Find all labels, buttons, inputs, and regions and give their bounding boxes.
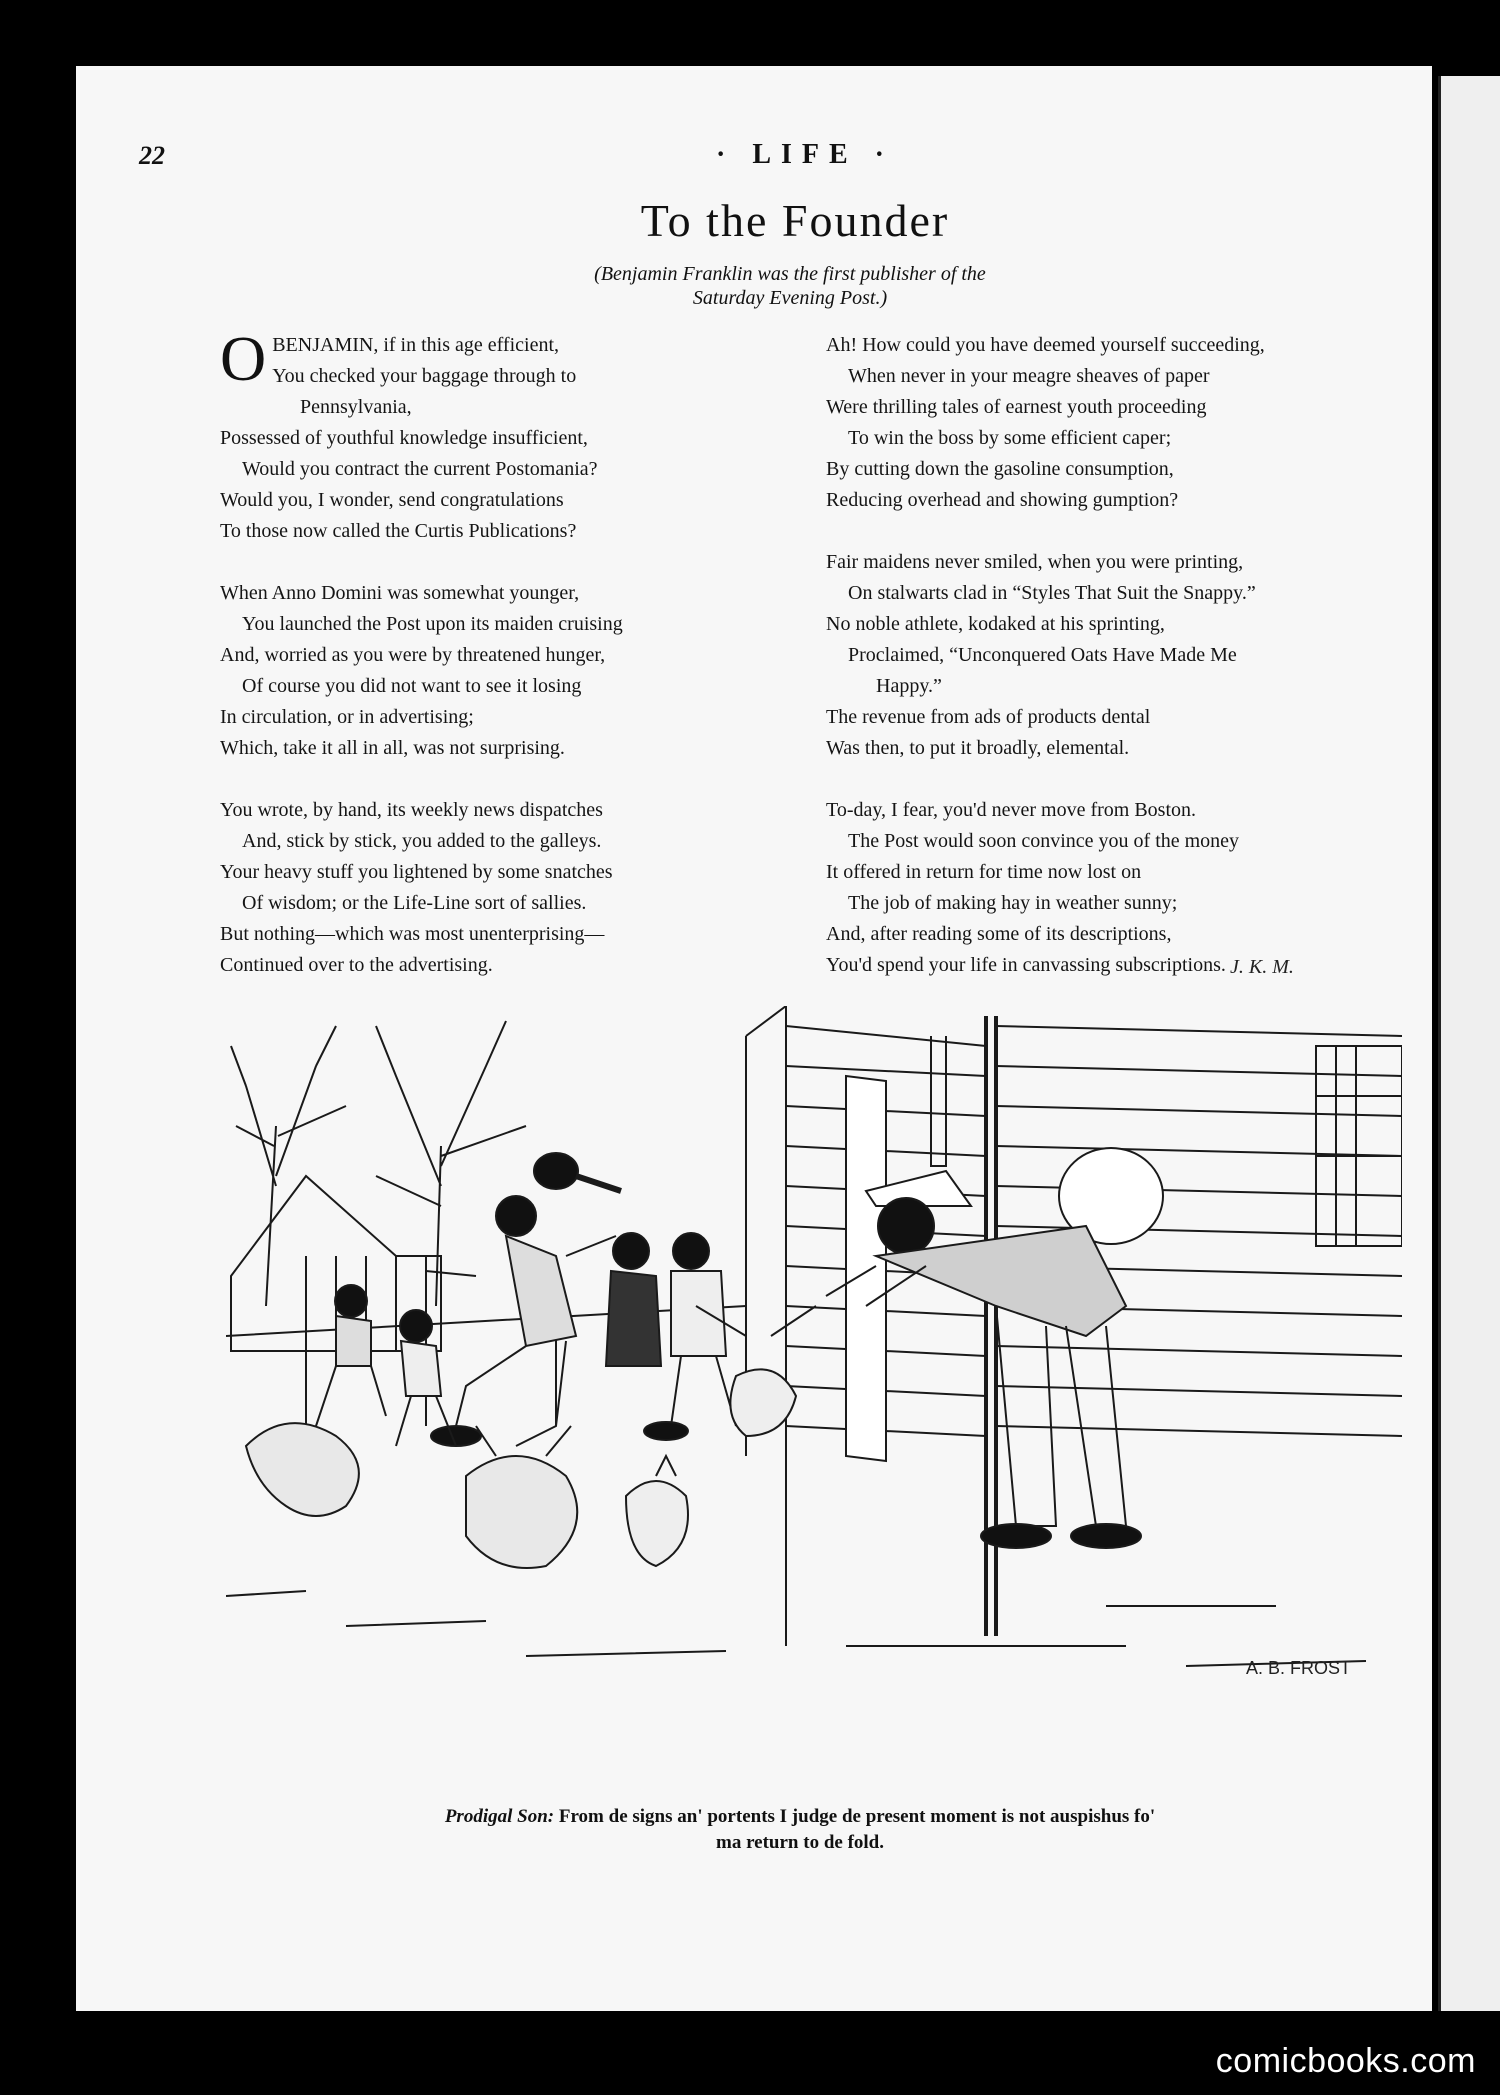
subtitle-line-2: Saturday Evening Post.) <box>692 287 888 309</box>
poem-line: Possessed of youthful knowledge insufficient, <box>220 427 588 449</box>
watermark: comicbooks.com <box>1215 2042 1476 2080</box>
poem-line: Proclaimed, “Unconquered Oats Have Made Me <box>848 644 1237 666</box>
poem-line: You'd spend your life in canvassing subscriptions. <box>826 954 1226 976</box>
drop-cap: O <box>220 323 267 394</box>
poem-title: To the Founder <box>640 195 950 246</box>
poem-line: No noble athlete, kodaked at his sprinting, <box>826 613 1165 635</box>
stanza-3 <box>220 795 750 981</box>
page-number: 22 <box>139 141 165 170</box>
poem-line: And, stick by stick, you added to the galleys. <box>242 830 602 852</box>
poem-line: Of course you did not want to see it losing <box>242 675 582 697</box>
poem-line: It offered in return for time now lost on <box>826 861 1142 883</box>
poem-line: BENJAMIN, if in this age efficient, <box>272 334 560 356</box>
poem-line: Was then, to put it broadly, elemental. <box>826 737 1130 759</box>
poem-left-column <box>220 323 750 981</box>
poem-signature: J. K. M. <box>1230 956 1294 978</box>
cartoon-caption <box>330 1804 1270 1856</box>
poem-line: Fair maidens never smiled, when you were printing, <box>826 551 1244 573</box>
poem-line: On stalwarts clad in “Styles That Suit the Snappy.” <box>848 582 1256 604</box>
poem-line: In circulation, or in advertising; <box>220 706 474 728</box>
poem-line: Your heavy stuff you lightened by some snatches <box>220 861 613 883</box>
poem-line: By cutting down the gasoline consumption, <box>826 458 1174 480</box>
poem-line: And, worried as you were by threatened hunger, <box>220 644 606 666</box>
poem-line: Pennsylvania, <box>300 396 412 418</box>
poem-line: You launched the Post upon its maiden cruising <box>242 613 623 635</box>
stanza-1 <box>220 323 750 547</box>
stanza-5 <box>826 547 1396 764</box>
subtitle-line-1: (Benjamin Franklin was the first publisher of the <box>594 263 986 285</box>
artist-signature: A. B. FROST <box>1246 1658 1352 1678</box>
poem-line: You wrote, by hand, its weekly news dispatches <box>220 799 603 821</box>
poem-line: Happy.” <box>876 675 942 697</box>
poem-line: To win the boss by some efficient caper; <box>848 427 1172 449</box>
poem-line: Were thrilling tales of earnest youth proceeding <box>826 396 1207 418</box>
poem-right-column <box>826 330 1396 981</box>
masthead: · LIFE · <box>715 139 895 170</box>
poem-line: The job of making hay in weather sunny; <box>848 892 1178 914</box>
cartoon-illustration <box>226 1006 1402 1686</box>
stanza-2 <box>220 578 750 764</box>
poem-line: The revenue from ads of products dental <box>826 706 1151 728</box>
stanza-4 <box>826 330 1396 516</box>
poem-line: Ah! How could you have deemed yourself succeeding, <box>826 334 1265 356</box>
caption-line-1: From de signs an' portents I judge de present moment is not auspishus fo' <box>558 1806 1156 1827</box>
poem-subtitle <box>500 262 1080 310</box>
poem-line: Would you, I wonder, send congratulations <box>220 489 564 511</box>
poem-line: But nothing—which was most unenterprising— <box>220 923 605 945</box>
facing-page-edge <box>1438 76 1500 2011</box>
poem-line: Reducing overhead and showing gumption? <box>826 489 1179 511</box>
poem-line: To those now called the Curtis Publications? <box>220 520 577 542</box>
caption-speaker: Prodigal Son: <box>444 1806 555 1827</box>
caption-line-2: ma return to de fold. <box>716 1832 884 1853</box>
poem-line: You checked your baggage through to <box>272 365 577 387</box>
poem-line: When Anno Domini was somewhat younger, <box>220 582 580 604</box>
poem-line: When never in your meagre sheaves of paper <box>848 365 1210 387</box>
poem-line: To-day, I fear, you'd never move from Boston. <box>826 799 1196 821</box>
poem-line: Of wisdom; or the Life-Line sort of sallies. <box>242 892 587 914</box>
stanza-6 <box>826 795 1396 981</box>
poem-line: Would you contract the current Postomania? <box>242 458 598 480</box>
poem-line: Which, take it all in all, was not surprising. <box>220 737 565 759</box>
poem-line: And, after reading some of its descriptions, <box>826 923 1172 945</box>
poem-line: Continued over to the advertising. <box>220 954 493 976</box>
poem-line: The Post would soon convince you of the money <box>848 830 1240 852</box>
